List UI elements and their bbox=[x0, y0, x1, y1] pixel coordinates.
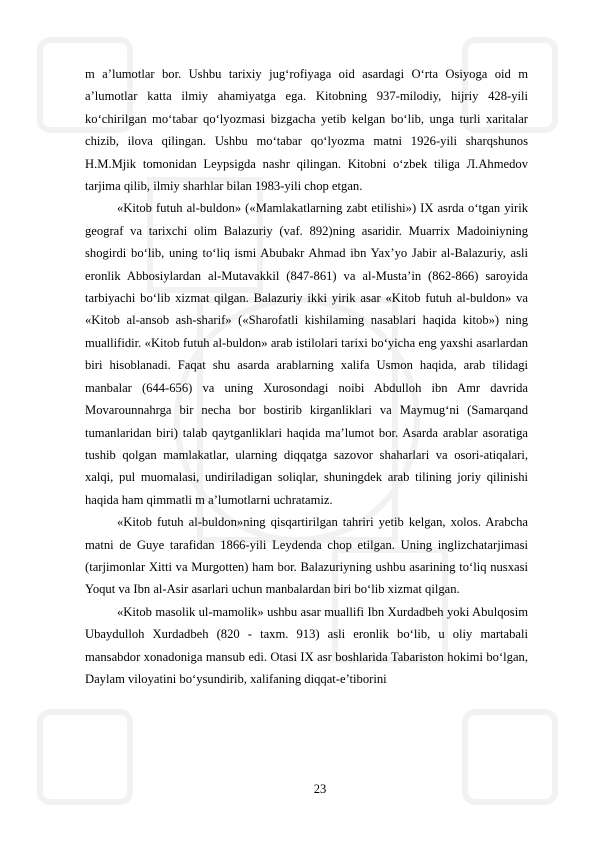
paragraph-3: «Kitob futuh al-buldon»ning qisqartirilgan tahriri yetib kelgan, xolos. Arabcha matni de Guye tarafidan 1866-yili Leydenda chop etilgan. Uning inglizchatarjimasi (tarjimonlar Xitti va Murgotten) ham bor. Balazuriyning ushbu asarining to‘liq nusxasi Yoqut va Ibn al-Asir asarlari uchun manbalardan biri bo‘lib xizmat qilgan. bbox=[85, 515, 528, 597]
paragraph-4: «Kitob masolik ul-mamolik» ushbu asar muallifi Ibn Xurdadbeh yoki Abulqosim Ubaydulloh Xurdadbeh (820 - taxm. 913) asli eronlik bo‘lib, u oliy martabali mansabdor xonadoniga mansub edi. Otasi IX asr boshlarida Tabariston hokimi bo‘lgan, Daylam viloyatini bo‘ysundirib, xalifaning diqqat-e’tiborini bbox=[85, 604, 528, 686]
paragraph-2: «Kitob futuh al-buldon» («Mamlakatlarning zabt etilishi») IX asrda o‘tgan yirik geograf va tarixchi olim Balazuriy (vaf. 892)ning asaridir. Muarrix Madoiniyning shogirdi bo‘lib, uning to‘liq ismi Abubakr Ahmad ibn Yax’yo Jabir al-Balazuriy, asli eronlik Abbosiylardan al-Mutavakkil (847-861) va al-Musta’in (862-866) saroyida tarbiyachi bo‘lib xizmat qilgan. Balazuriy ikki yirik asar «Kitob futuh al-buldon» va «Kitob al-ansob ash-sharif» («Sharofatli kishilaming nasablari haqida kitob») ning muallifidir. «Kitob futuh al-buldon» arab istilolari tarixi bo‘yicha eng yaxshi asarlardan biri hisoblanadi. Faqat shu asarda arablarning xalifa Usmon haqida, arab tilidagi manbalar (644-656) va uning Xurosondagi noibi Abdulloh ibn Amr davrida Movarounnahrga bir necha bor bostirib kirganliklari va Maymug‘ni (Samarqand tumanlaridan biri) talab qaytganliklari haqida ma’lumot bor. Asarda arablar asoratiga tushib qolgan mamlakatlar, ularning diqqatga sazovor shaharlari va osori-atiqalari, xalqi, pul muomalasi, undiriladigan soliqlar, shuningdek arab tilining joriy qilinishi haqida ham qimmatli m a’lumotlarni uchratamiz. bbox=[85, 201, 528, 507]
document-body bbox=[85, 63, 528, 690]
page-number: 23 bbox=[313, 782, 327, 796]
paragraph-1: m a’lumotlar bor. Ushbu tarixiy jug‘rofiyaga oid asardagi O‘rta Osiyoga oid m a’lumotlar katta ilmiy ahamiyatga ega. Kitobning 937-milodiy, hijriy 428-yili ko‘chirilgan mo‘tabar qo‘lyozmasi bizgacha yetib kelgan bo‘lib, unga turli xaritalar chizib, ilova qilingan. Ushbu mo‘tabar qo‘lyozma matni 1926-yili sharqshunos H.M.Mjik tomonidan Leypsigda nashr qilingan. Kitobni o‘zbek tiliga Л.Ahmedov tarjima qilib, ilmiy sharhlar bilan 1983-yili chop etgan. bbox=[85, 67, 528, 194]
